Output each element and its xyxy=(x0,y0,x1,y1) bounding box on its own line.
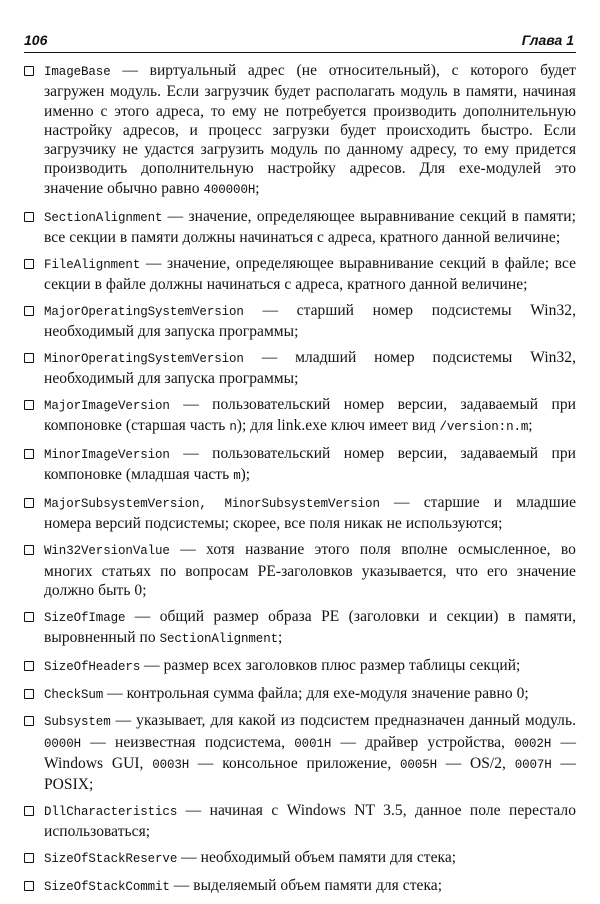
checkbox-bullet-icon xyxy=(24,498,34,508)
checkbox-bullet-icon xyxy=(24,306,34,316)
field-identifier: SizeOfHeaders xyxy=(44,659,141,674)
field-identifier: /version:n.m xyxy=(439,420,529,435)
field-identifier: MajorOperatingSystemVersion xyxy=(44,304,244,319)
page-number: 106 xyxy=(24,32,48,48)
field-identifier: CheckSum xyxy=(44,687,104,702)
list-item xyxy=(24,348,576,389)
field-identifier: DllCharacteristics xyxy=(44,805,178,819)
list-item xyxy=(24,684,576,705)
field-description: — общий размер образа PE (заголовки и секции) в памяти, выровненный по xyxy=(44,607,576,646)
field-identifier: Subsystem xyxy=(44,715,111,730)
field-description: — пользовательский номер версии, задаваемый при компоновке (старшая часть xyxy=(44,395,576,435)
field-identifier: 0005H xyxy=(399,757,437,772)
field-description: — старший номер подсистемы Win32, необходимый для запуска программы; xyxy=(44,301,576,341)
list-item xyxy=(24,607,576,650)
list-item xyxy=(24,207,576,248)
field-identifier: ImageBase xyxy=(44,65,111,79)
list-item xyxy=(24,656,576,677)
field-description: ); xyxy=(240,466,251,484)
field-description: — консольное приложение, xyxy=(189,754,400,772)
field-description: — необходимый объем памяти для стека; xyxy=(177,849,457,867)
field-identifier: SizeOfStackReserve xyxy=(44,852,178,867)
checkbox-bullet-icon xyxy=(24,806,34,816)
checkbox-bullet-icon xyxy=(24,259,34,269)
field-description: ; xyxy=(528,417,533,435)
list-item xyxy=(24,493,576,534)
field-description: — младший номер подсистемы Win32, необходимый для запуска программы; xyxy=(44,348,576,388)
field-identifier: Win32VersionValue xyxy=(44,544,170,559)
field-description: ; xyxy=(255,179,260,197)
field-identifier: MajorImageVersion xyxy=(44,398,170,413)
field-description: — OS/2, xyxy=(437,754,515,772)
list-item xyxy=(24,711,576,794)
list-item xyxy=(24,848,576,869)
checkbox-bullet-icon xyxy=(24,661,34,671)
field-description: — драйвер устройства, xyxy=(331,733,515,751)
field-description: — пользовательский номер версии, задаваемый при компоновке (младшая часть xyxy=(44,445,576,484)
field-identifier: 0003H xyxy=(152,757,190,772)
list-item xyxy=(24,61,576,200)
field-description: — неизвестная подсистема, xyxy=(81,733,295,751)
field-description: ; xyxy=(278,628,283,646)
checkbox-bullet-icon xyxy=(24,66,34,76)
field-identifier: SectionAlignment xyxy=(159,631,278,646)
field-identifier: 400000H xyxy=(203,182,256,197)
checkbox-bullet-icon xyxy=(24,612,34,622)
field-description: — указывает, для какой из подсистем предназначен данный модуль. xyxy=(110,712,576,730)
field-description: — размер всех заголовков плюс размер таблицы секций; xyxy=(140,656,521,674)
field-identifier: SizeOfStackCommit xyxy=(44,879,170,894)
field-identifier: FileAlignment xyxy=(44,257,141,272)
checkbox-bullet-icon xyxy=(24,449,34,459)
list-item xyxy=(24,540,576,600)
field-description: — POSIX; xyxy=(44,754,576,794)
checkbox-bullet-icon xyxy=(24,212,34,222)
field-identifier: 0000H xyxy=(44,736,82,751)
field-description: — виртуальный адрес (не относительный), с которого будет загружен модуль. Если загрузчик будет располагать модуль в памяти, начиная именно с этого адреса, то ему не потребуется производить дополнительную настройку адресов, и процесс загрузки будет происходить быстро. Если загрузчику не удастся загрузить модуль по данному адресу, то ему придется производить дополнительную настройку адресов. Для exe-модулей это значение обычно равно xyxy=(44,62,576,197)
field-identifier: 0007H xyxy=(514,757,552,772)
checkbox-bullet-icon xyxy=(24,545,34,555)
field-description: — выделяемый объем памяти для стека; xyxy=(169,876,443,894)
list-item xyxy=(24,801,576,842)
field-identifier: 0001H xyxy=(294,736,332,751)
field-description: ); для link.exe ключ имеет вид xyxy=(236,417,440,435)
list-item xyxy=(24,254,576,295)
field-description: — контрольная сумма файла; для exe-модуля значение равно 0; xyxy=(103,684,529,702)
field-description: — Windows GUI, xyxy=(44,733,577,772)
field-description: — значение, определяющее выравнивание секций в файле; все секции в файле должны начинаться с адреса, кратного данной величине; xyxy=(44,254,576,293)
checkbox-bullet-icon xyxy=(24,716,34,726)
checkbox-bullet-icon xyxy=(24,400,34,410)
chapter-title: Глава 1 xyxy=(521,32,574,48)
field-identifier: 0002H xyxy=(514,736,552,751)
field-list xyxy=(24,61,576,904)
field-identifier: m xyxy=(233,469,241,484)
field-description: — хотя название этого поля вполне осмысленное, во многих статьях по вопросам PE-заголовков указывается, что его значение должно быть 0; xyxy=(44,541,576,599)
list-item xyxy=(24,301,576,342)
field-description: — значение, определяющее выравнивание секций в памяти; все секции в памяти должны начинаться с адреса, кратного данной величине; xyxy=(44,207,576,246)
field-identifier: MinorImageVersion xyxy=(44,448,170,463)
checkbox-bullet-icon xyxy=(24,881,34,891)
field-identifier: SizeOfImage xyxy=(44,610,126,625)
list-item xyxy=(24,876,576,897)
field-identifier: SectionAlignment xyxy=(44,210,163,225)
field-description: — начиная с Windows NT 3.5, данное поле перестало использоваться; xyxy=(44,802,576,841)
checkbox-bullet-icon xyxy=(24,353,34,363)
list-item xyxy=(24,395,576,438)
field-identifier: n xyxy=(229,420,237,435)
checkbox-bullet-icon xyxy=(24,689,34,699)
field-identifier: MajorSubsystemVersion, MinorSubsystemVersion xyxy=(44,497,380,512)
field-description: — старшие и младшие номера версий подсистемы; скорее, все поля никак не используются; xyxy=(44,494,577,533)
checkbox-bullet-icon xyxy=(24,853,34,863)
page-header xyxy=(24,30,576,53)
list-item xyxy=(24,444,576,487)
field-identifier: MinorOperatingSystemVersion xyxy=(44,351,244,366)
